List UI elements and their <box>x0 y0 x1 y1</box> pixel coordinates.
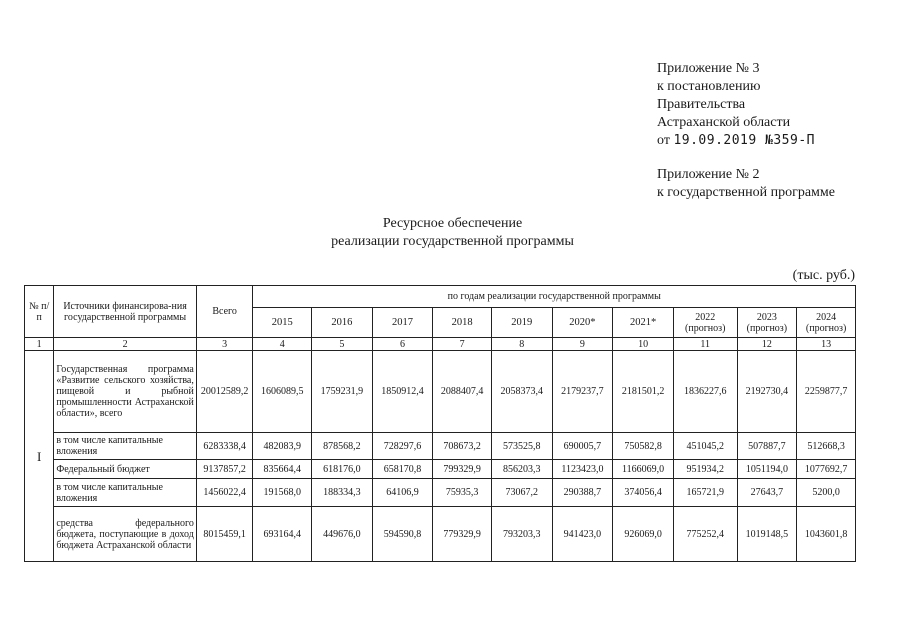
row-value: 951934,2 <box>673 460 737 479</box>
forecast-year: 2024 <box>816 311 837 323</box>
header-forecast-year <box>737 308 797 338</box>
column-number: 9 <box>552 338 613 351</box>
appendix-3-date-line <box>657 132 815 150</box>
table-row <box>25 479 856 507</box>
row-value: 191568,0 <box>253 479 312 507</box>
row-total: 9137857,2 <box>196 460 253 479</box>
row-value: 73067,2 <box>491 479 552 507</box>
column-number: 7 <box>433 338 492 351</box>
appendix-3-block <box>657 60 815 150</box>
document-title-line1: Ресурсное обеспечение <box>382 216 523 231</box>
column-number: 3 <box>196 338 253 351</box>
row-value: 693164,4 <box>253 507 312 562</box>
row-value: 775252,4 <box>673 507 737 562</box>
row-value: 2179237,7 <box>552 351 613 433</box>
row-value: 750582,8 <box>613 433 674 460</box>
row-value: 1123423,0 <box>552 460 613 479</box>
header-total: Всего <box>196 286 253 338</box>
resource-table <box>24 285 856 562</box>
column-number: 6 <box>372 338 433 351</box>
row-source: в том числе капитальные вложения <box>54 479 197 507</box>
row-value: 1836227,6 <box>673 351 737 433</box>
row-value: 779329,9 <box>433 507 492 562</box>
row-value: 708673,2 <box>433 433 492 460</box>
row-group-number: I <box>25 351 54 562</box>
row-total: 1456022,4 <box>196 479 253 507</box>
header-forecast-year <box>797 308 856 338</box>
appendix-3-line4: Астраханской области <box>657 115 791 130</box>
row-value: 658170,8 <box>372 460 433 479</box>
row-value: 2259877,7 <box>797 351 856 433</box>
row-total: 20012589,2 <box>196 351 253 433</box>
row-value: 290388,7 <box>552 479 613 507</box>
column-number-row <box>25 338 856 351</box>
column-number: 4 <box>253 338 312 351</box>
row-value: 594590,8 <box>372 507 433 562</box>
header-forecast-year <box>673 308 737 338</box>
row-value: 165721,9 <box>673 479 737 507</box>
forecast-note: (прогноз) <box>746 322 788 334</box>
row-value: 5200,0 <box>797 479 856 507</box>
row-value: 1051194,0 <box>737 460 797 479</box>
row-value: 451045,2 <box>673 433 737 460</box>
row-value: 1019148,5 <box>737 507 797 562</box>
row-total: 6283338,4 <box>196 433 253 460</box>
header-year: 2020* <box>552 308 613 338</box>
row-value: 1850912,4 <box>372 351 433 433</box>
row-value: 2181501,2 <box>613 351 674 433</box>
row-source: Государственная программа «Развитие сельского хозяйства, пищевой и рыбной промышленности Астраханской области», всего <box>54 351 197 433</box>
row-value: 2058373,4 <box>491 351 552 433</box>
row-value: 374056,4 <box>613 479 674 507</box>
forecast-year: 2023 <box>756 311 777 323</box>
row-value: 188334,3 <box>312 479 373 507</box>
row-total: 8015459,1 <box>196 507 253 562</box>
row-value: 793203,3 <box>491 507 552 562</box>
column-number: 8 <box>491 338 552 351</box>
column-number: 12 <box>737 338 797 351</box>
units-label: (тыс. руб.) <box>792 268 855 283</box>
forecast-year: 2022 <box>695 311 716 323</box>
header-year: 2019 <box>491 308 552 338</box>
row-value: 1043601,8 <box>797 507 856 562</box>
row-source: средства федерального бюджета, поступающие в доход бюджета Астраханской области <box>54 507 197 562</box>
date-prefix: от <box>657 133 670 148</box>
row-value: 799329,9 <box>433 460 492 479</box>
header-year: 2017 <box>372 308 433 338</box>
header-year: 2015 <box>253 308 312 338</box>
forecast-note: (прогноз) <box>685 322 726 334</box>
row-value: 926069,0 <box>613 507 674 562</box>
column-number: 11 <box>673 338 737 351</box>
table-row <box>25 433 856 460</box>
document-title <box>0 215 905 251</box>
appendix-2-title: Приложение № 2 <box>657 167 760 182</box>
header-row-1 <box>25 286 856 308</box>
row-value: 573525,8 <box>491 433 552 460</box>
column-number: 10 <box>613 338 674 351</box>
row-value: 449676,0 <box>312 507 373 562</box>
header-year: 2021* <box>613 308 674 338</box>
row-value: 690005,7 <box>552 433 613 460</box>
row-value: 2088407,4 <box>433 351 492 433</box>
header-source: Источники финансирова-ния государственной программы <box>54 286 197 338</box>
row-value: 1759231,9 <box>312 351 373 433</box>
row-value: 2192730,4 <box>737 351 797 433</box>
appendix-2-line2: к государственной программе <box>657 185 835 200</box>
appendix-3-line2: к постановлению <box>657 79 761 94</box>
column-number: 2 <box>54 338 197 351</box>
row-value: 482083,9 <box>253 433 312 460</box>
row-value: 1606089,5 <box>253 351 312 433</box>
table-row <box>25 507 856 562</box>
row-value: 618176,0 <box>312 460 373 479</box>
header-year: 2018 <box>433 308 492 338</box>
row-value: 878568,2 <box>312 433 373 460</box>
row-value: 1166069,0 <box>613 460 674 479</box>
header-year: 2016 <box>312 308 373 338</box>
header-by-years: по годам реализации государственной программы <box>253 286 856 308</box>
row-source: Федеральный бюджет <box>54 460 197 479</box>
row-value: 512668,3 <box>797 433 856 460</box>
row-value: 835664,4 <box>253 460 312 479</box>
date-stamp: 19.09.2019 №359-П <box>673 133 815 148</box>
forecast-note: (прогноз) <box>805 322 847 334</box>
row-value: 507887,7 <box>737 433 797 460</box>
row-value: 728297,6 <box>372 433 433 460</box>
row-value: 27643,7 <box>737 479 797 507</box>
appendix-3-title: Приложение № 3 <box>657 61 760 76</box>
row-value: 1077692,7 <box>797 460 856 479</box>
appendix-2-block <box>657 166 835 202</box>
column-number: 1 <box>25 338 54 351</box>
column-number: 13 <box>797 338 856 351</box>
table-row <box>25 460 856 479</box>
column-number: 5 <box>312 338 373 351</box>
row-value: 75935,3 <box>433 479 492 507</box>
row-value: 941423,0 <box>552 507 613 562</box>
row-value: 64106,9 <box>372 479 433 507</box>
document-title-line2: реализации государственной программы <box>331 234 574 249</box>
table-row <box>25 351 856 433</box>
appendix-3-line3: Правительства <box>657 97 746 112</box>
row-source: в том числе капитальные вложения <box>54 433 197 460</box>
row-value: 856203,3 <box>491 460 552 479</box>
header-num: № п/п <box>25 286 54 338</box>
